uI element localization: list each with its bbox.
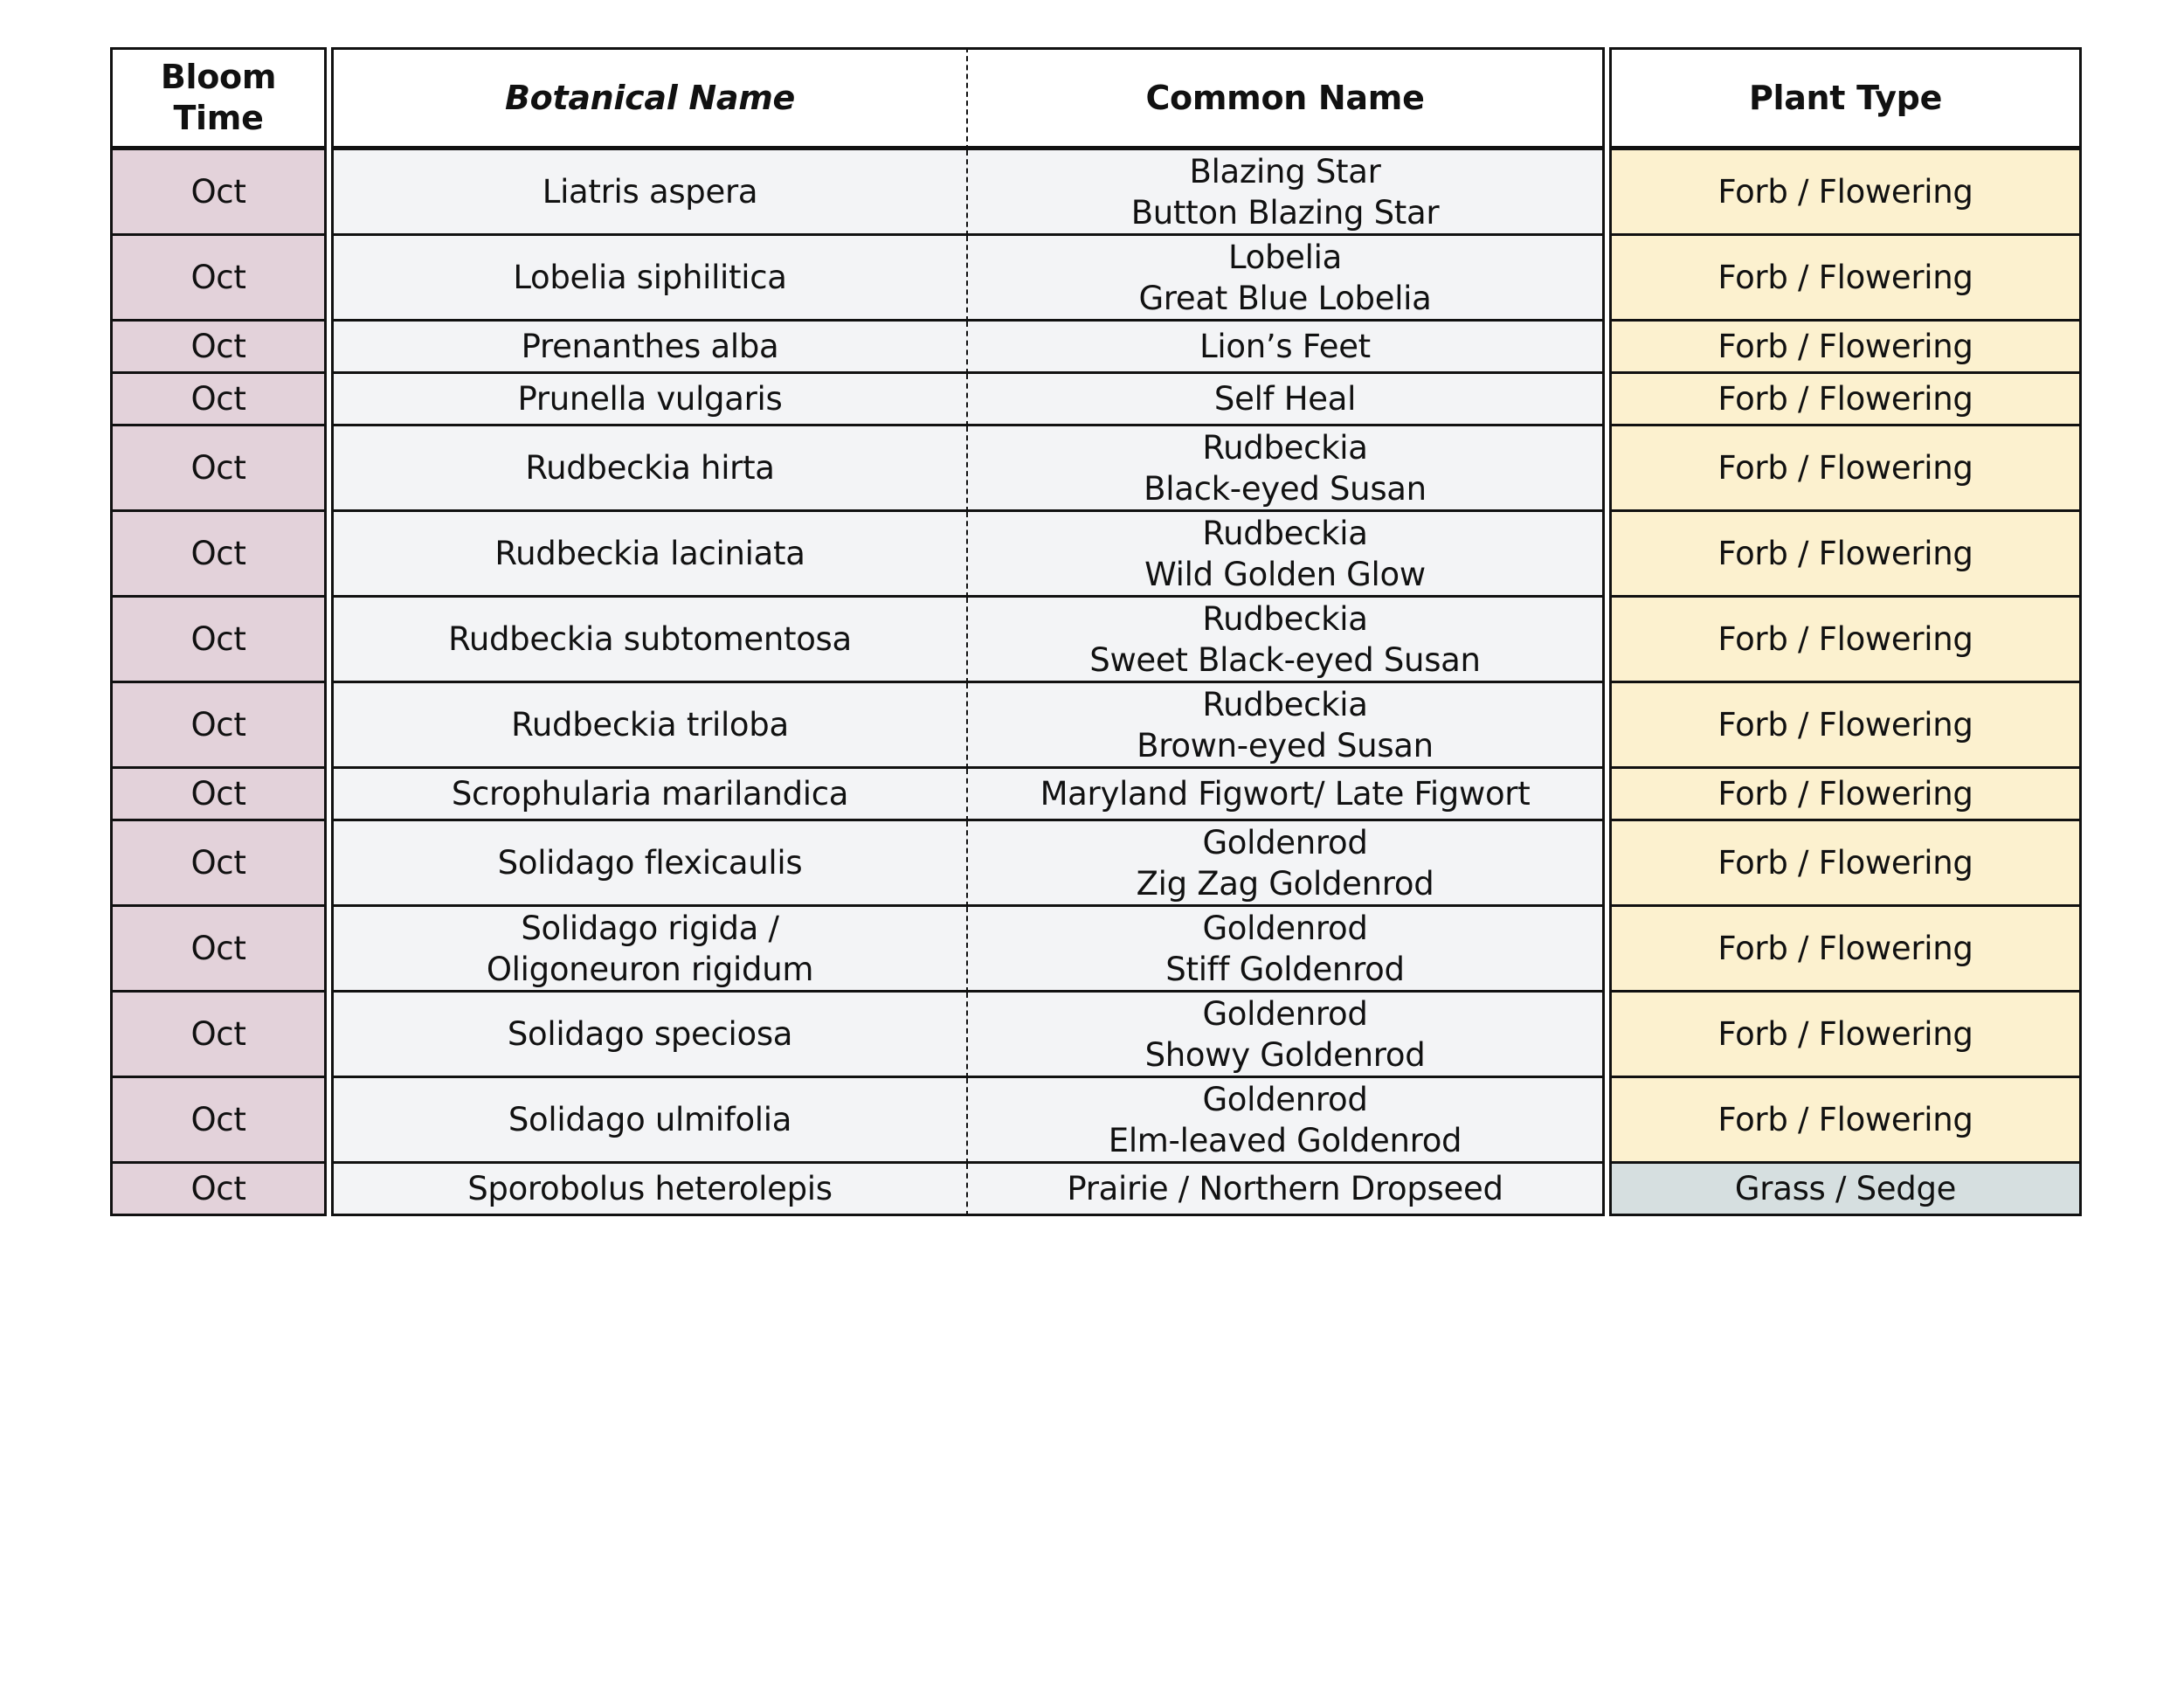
header-common-name: Common Name [968, 47, 1605, 150]
common-name-cell-line: Goldenrod [1202, 1080, 1368, 1118]
botanical-name-cell-line: Rudbeckia subtomentosa [448, 620, 852, 658]
table-row [110, 236, 2082, 322]
table-row [110, 322, 2082, 374]
botanical-name-cell [331, 322, 968, 374]
common-name-cell [968, 907, 1605, 993]
bloom-time-cell: Oct [110, 150, 327, 236]
common-name-cell-line: Lion’s Feet [1199, 328, 1371, 365]
header-plant-type: Plant Type [1609, 47, 2082, 150]
botanical-name-cell-line: Solidago ulmifolia [508, 1101, 792, 1138]
botanical-name-cell-line: Rudbeckia triloba [511, 706, 789, 744]
botanical-name-cell-line: Rudbeckia hirta [525, 449, 775, 487]
plant-type-cell: Forb / Flowering [1609, 598, 2082, 683]
table-row [110, 1078, 2082, 1164]
common-name-cell [968, 374, 1605, 426]
common-name-cell-line: Self Heal [1213, 380, 1357, 418]
common-name-cell [968, 426, 1605, 512]
plant-type-cell: Forb / Flowering [1609, 512, 2082, 598]
bloom-time-cell: Oct [110, 322, 327, 374]
common-name-cell-line: Maryland Figwort/ Late Figwort [1040, 775, 1531, 813]
common-name-cell-line: Brown-eyed Susan [1137, 726, 1434, 764]
plant-type-cell: Forb / Flowering [1609, 426, 2082, 512]
common-name-cell-line: Rudbeckia [1202, 685, 1368, 723]
common-name-cell-line: Button Blazing Star [1130, 193, 1440, 232]
plant-type-cell: Forb / Flowering [1609, 993, 2082, 1078]
botanical-name-cell [331, 1164, 968, 1216]
botanical-name-cell [331, 821, 968, 907]
common-name-cell-line: Lobelia [1228, 238, 1342, 276]
botanical-name-cell-line: Rudbeckia laciniata [494, 535, 805, 572]
plant-type-cell: Grass / Sedge [1609, 1164, 2082, 1216]
common-name-cell-line: Goldenrod [1202, 909, 1368, 947]
bloom-time-cell: Oct [110, 236, 327, 322]
bloom-time-cell: Oct [110, 598, 327, 683]
common-name-cell [968, 1164, 1605, 1216]
bloom-time-cell: Oct [110, 769, 327, 821]
common-name-cell-line: Rudbeckia [1202, 599, 1368, 638]
bloom-time-cell: Oct [110, 512, 327, 598]
plant-type-cell: Forb / Flowering [1609, 1078, 2082, 1164]
common-name-cell-line: Prairie / Northern Dropseed [1067, 1170, 1503, 1207]
botanical-name-cell [331, 374, 968, 426]
common-name-cell-line: Stiff Goldenrod [1165, 950, 1405, 988]
botanical-name-cell [331, 512, 968, 598]
bloom-time-cell: Oct [110, 683, 327, 769]
botanical-name-cell [331, 993, 968, 1078]
table-row [110, 374, 2082, 426]
botanical-name-cell-line: Liatris aspera [542, 173, 758, 211]
plant-type-cell: Forb / Flowering [1609, 683, 2082, 769]
header-bloom-time: Bloom Time [110, 47, 327, 150]
bloom-time-cell: Oct [110, 374, 327, 426]
common-name-cell-line: Black-eyed Susan [1144, 469, 1427, 508]
common-name-cell-line: Great Blue Lobelia [1138, 279, 1432, 317]
table-body [110, 150, 2082, 1216]
common-name-cell-line: Goldenrod [1202, 823, 1368, 861]
botanical-name-cell [331, 598, 968, 683]
common-name-cell-line: Elm-leaved Goldenrod [1108, 1121, 1462, 1159]
table-row [110, 821, 2082, 907]
bloom-time-cell: Oct [110, 907, 327, 993]
table-row [110, 993, 2082, 1078]
botanical-name-cell-line: Lobelia siphilitica [513, 259, 787, 296]
bloom-time-cell: Oct [110, 821, 327, 907]
bloom-time-cell: Oct [110, 1078, 327, 1164]
common-name-cell [968, 683, 1605, 769]
bloom-time-cell: Oct [110, 1164, 327, 1216]
bloom-time-cell: Oct [110, 426, 327, 512]
plant-type-cell: Forb / Flowering [1609, 821, 2082, 907]
plant-type-cell: Forb / Flowering [1609, 236, 2082, 322]
botanical-name-cell-line: Scrophularia marilandica [451, 775, 849, 813]
botanical-name-cell [331, 150, 968, 236]
table-header-row [110, 47, 2082, 150]
table-row [110, 907, 2082, 993]
botanical-name-cell-line: Solidago flexicaulis [497, 844, 803, 882]
botanical-name-cell-line: Sporobolus heterolepis [467, 1170, 833, 1207]
common-name-cell-line: Showy Goldenrod [1144, 1035, 1426, 1074]
common-name-cell [968, 236, 1605, 322]
common-name-cell [968, 1078, 1605, 1164]
plant-type-cell: Forb / Flowering [1609, 150, 2082, 236]
botanical-name-cell [331, 1078, 968, 1164]
botanical-name-cell-line: Prunella vulgaris [517, 380, 783, 418]
table-row [110, 598, 2082, 683]
common-name-cell [968, 769, 1605, 821]
table-row [110, 512, 2082, 598]
botanical-name-cell [331, 426, 968, 512]
plant-type-cell: Forb / Flowering [1609, 907, 2082, 993]
common-name-cell [968, 322, 1605, 374]
common-name-cell [968, 512, 1605, 598]
botanical-name-cell [331, 683, 968, 769]
common-name-cell-line: Sweet Black-eyed Susan [1089, 640, 1481, 679]
plant-type-cell: Forb / Flowering [1609, 769, 2082, 821]
common-name-cell-line: Wild Golden Glow [1144, 555, 1426, 593]
table-row [110, 150, 2082, 236]
botanical-name-cell-line: Oligoneuron rigidum [486, 950, 814, 988]
common-name-cell [968, 993, 1605, 1078]
botanical-name-cell [331, 236, 968, 322]
botanical-name-cell-line: Solidago rigida / [521, 909, 779, 947]
common-name-cell-line: Rudbeckia [1202, 514, 1368, 552]
plant-type-cell: Forb / Flowering [1609, 322, 2082, 374]
common-name-cell [968, 821, 1605, 907]
table-row [110, 683, 2082, 769]
botanical-name-cell-line: Prenanthes alba [521, 328, 779, 365]
header-botanical-name: Botanical Name [331, 47, 968, 150]
common-name-cell-line: Goldenrod [1202, 994, 1368, 1033]
botanical-name-cell [331, 769, 968, 821]
common-name-cell [968, 150, 1605, 236]
botanical-name-cell [331, 907, 968, 993]
bloom-time-cell: Oct [110, 993, 327, 1078]
common-name-cell-line: Zig Zag Goldenrod [1136, 864, 1434, 903]
common-name-cell-line: Blazing Star [1189, 152, 1381, 190]
plant-type-cell: Forb / Flowering [1609, 374, 2082, 426]
botanical-name-cell-line: Solidago speciosa [507, 1015, 793, 1053]
common-name-cell [968, 598, 1605, 683]
table-row [110, 769, 2082, 821]
table-row [110, 426, 2082, 512]
table-row [110, 1164, 2082, 1216]
common-name-cell-line: Rudbeckia [1202, 428, 1368, 467]
plant-table [110, 47, 2082, 1216]
